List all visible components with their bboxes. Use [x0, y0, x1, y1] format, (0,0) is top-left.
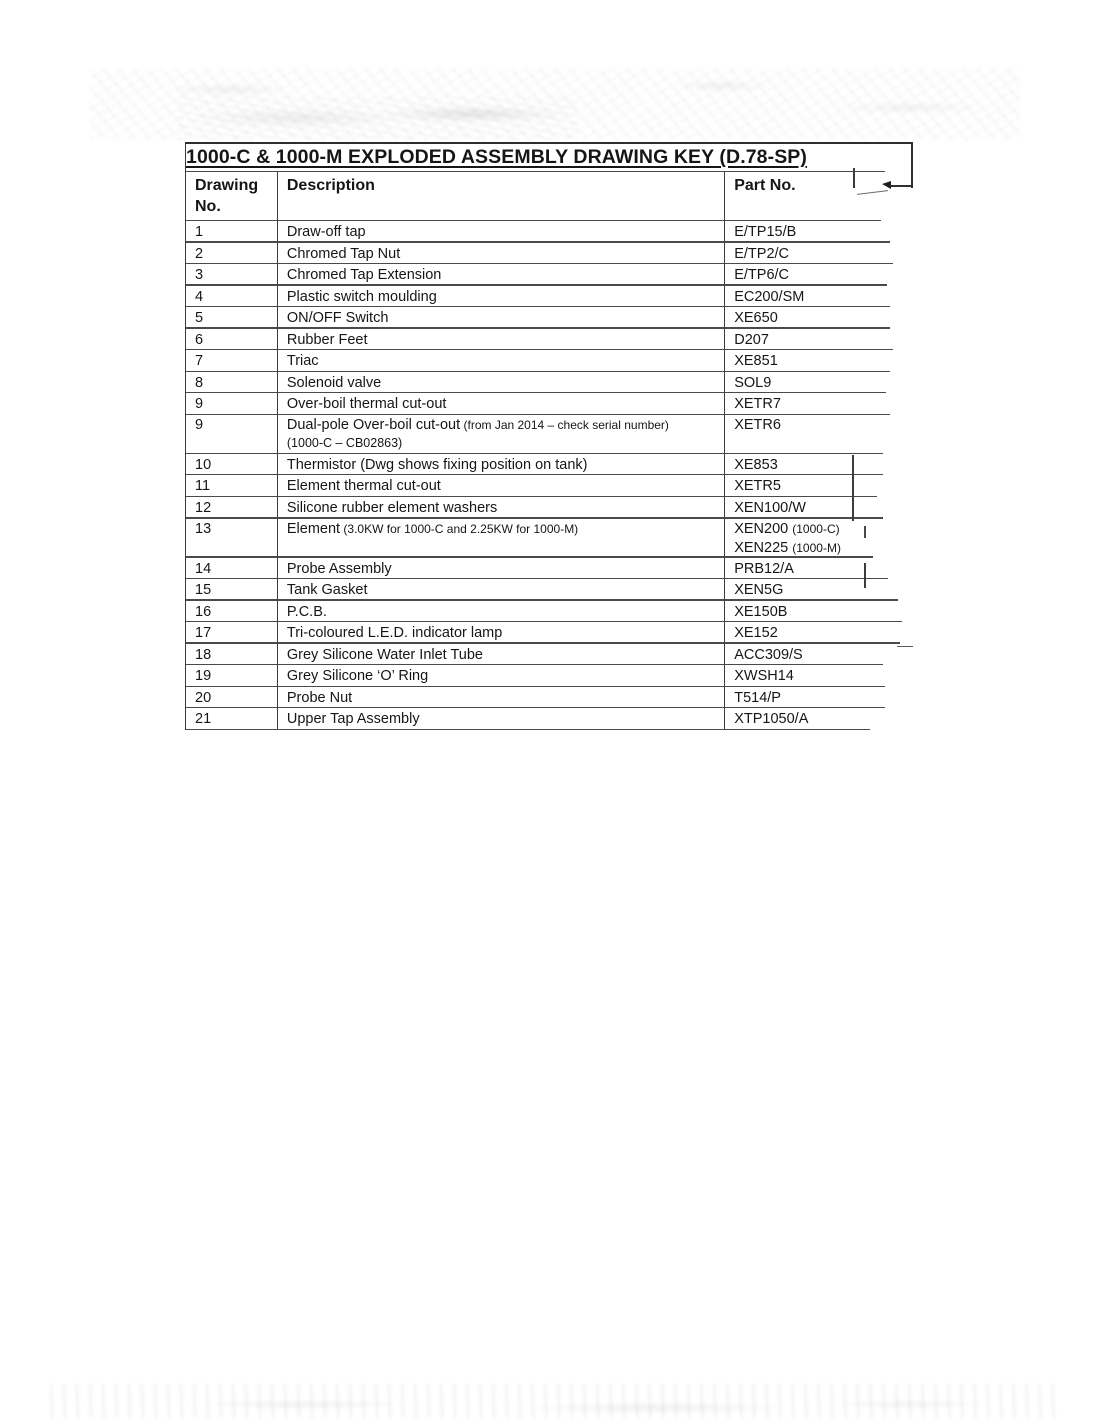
drawing-no-cell: 13 — [186, 519, 278, 558]
scan-noise-bottom — [50, 1384, 1060, 1418]
scan-noise-patch — [178, 96, 578, 140]
part-no-cell — [725, 644, 888, 666]
description-text: Element — [286, 520, 341, 537]
table-row — [186, 665, 888, 687]
description-cell — [278, 415, 725, 454]
drawing-no-cell: 9 — [186, 393, 278, 415]
table-row — [186, 579, 888, 601]
drawing-no-cell: 15 — [186, 579, 278, 601]
description-note: (3.0KW for 1000-C and 2.25KW for 1000-M) — [340, 521, 579, 536]
description-text: Triac — [286, 353, 319, 370]
part-no-cell — [725, 329, 888, 351]
description-text: Dual-pole Over-boil cut-out — [286, 416, 461, 433]
table-row — [186, 350, 888, 372]
part-no-text: XWSH14 — [734, 668, 794, 685]
table-row — [186, 558, 888, 580]
part-no-text: ACC309/S — [734, 646, 803, 663]
drawing-no-cell: 21 — [186, 708, 278, 730]
part-no-text: XEN100/W — [734, 500, 806, 517]
table-row — [186, 497, 888, 519]
description-cell — [278, 329, 725, 351]
drawing-no-cell: 7 — [186, 350, 278, 372]
description-text: Probe Nut — [286, 689, 353, 706]
part-no-cell — [725, 393, 888, 415]
drawing-no-cell: 4 — [186, 286, 278, 308]
drawing-no-cell: 11 — [186, 475, 278, 497]
parts-table — [185, 142, 888, 730]
description-cell — [278, 350, 725, 372]
table-row — [186, 644, 888, 666]
part-no-cell — [725, 579, 888, 601]
table-row — [186, 708, 888, 730]
table-row — [186, 454, 888, 476]
scan-noise-top — [90, 68, 1020, 140]
part-no-cell — [725, 286, 888, 308]
description-cell — [278, 558, 725, 580]
drawing-no-cell: 10 — [186, 454, 278, 476]
drawing-no-cell: 5 — [186, 307, 278, 329]
table-rows — [186, 221, 888, 730]
table-row — [186, 307, 888, 329]
header-description: Description — [278, 172, 725, 221]
part-no-text: XTP1050/A — [734, 711, 809, 728]
table-row — [186, 221, 888, 243]
part-no-cell — [725, 350, 888, 372]
part-no-text: D207 — [734, 331, 769, 348]
drawing-no-cell: 17 — [186, 622, 278, 644]
part-no-text: XEN5G — [734, 582, 784, 599]
description-cell — [278, 264, 725, 286]
part-no-cell — [725, 264, 888, 286]
table-row — [186, 622, 888, 644]
description-note: (from Jan 2014 – check serial number) — [460, 417, 669, 432]
description-cell — [278, 665, 725, 687]
part-no-text-2: XEN225 — [734, 540, 789, 557]
scan-artifact-dash-row-17 — [897, 646, 913, 647]
part-no-cell — [725, 558, 888, 580]
drawing-no-cell: 1 — [186, 221, 278, 243]
description-cell — [278, 372, 725, 394]
description-cell — [278, 497, 725, 519]
table-row — [186, 475, 888, 497]
drawing-no-cell: 2 — [186, 243, 278, 265]
drawing-no-cell: 18 — [186, 644, 278, 666]
part-no-cell — [725, 415, 888, 454]
part-no-cell — [725, 622, 888, 644]
scan-artifact-hook-line — [889, 185, 912, 187]
description-text: Tri-coloured L.E.D. indicator lamp — [286, 625, 503, 642]
description-text: Grey Silicone ‘O’ Ring — [286, 668, 429, 685]
part-no-text: E/TP6/C — [734, 267, 790, 284]
table-row — [186, 601, 888, 623]
description-text: Grey Silicone Water Inlet Tube — [286, 646, 483, 663]
description-cell — [278, 393, 725, 415]
description-cell — [278, 601, 725, 623]
description-text: Draw-off tap — [286, 224, 366, 240]
header-drawing-no: Drawing No. — [186, 172, 278, 221]
table-row — [186, 329, 888, 351]
part-no-text: EC200/SM — [734, 288, 805, 305]
header-part-no: Part No. — [734, 177, 796, 194]
description-text: Element thermal cut-out — [286, 478, 441, 495]
scan-artifact-vertical-line — [911, 142, 913, 188]
part-no-cell — [725, 708, 888, 730]
description-text: Rubber Feet — [286, 331, 368, 348]
drawing-no-cell: 3 — [186, 264, 278, 286]
part-no-cell — [725, 687, 888, 709]
description-cell — [278, 454, 725, 476]
part-no-text: T514/P — [734, 689, 781, 706]
description-text: ON/OFF Switch — [286, 310, 389, 327]
part-no-text: XE650 — [734, 310, 778, 327]
description-text: Chromed Tap Extension — [286, 267, 442, 284]
description-text: Thermistor (Dwg shows fixing position on tank) — [286, 456, 588, 473]
table-row — [186, 264, 888, 286]
part-no-note-2: (1000-M) — [792, 541, 841, 556]
part-no-cell — [725, 454, 888, 476]
description-text: Solenoid valve — [286, 374, 382, 391]
drawing-no-cell: 8 — [186, 372, 278, 394]
table-row — [186, 519, 888, 558]
table-row — [186, 415, 888, 454]
description-text: Upper Tap Assembly — [286, 711, 420, 728]
table-row — [186, 372, 888, 394]
table-header-row — [186, 172, 888, 221]
description-cell — [278, 286, 725, 308]
part-no-cell — [725, 519, 888, 558]
table-row — [186, 687, 888, 709]
part-no-cell — [725, 221, 888, 243]
part-no-text: XETR7 — [734, 396, 781, 413]
drawing-no-cell: 19 — [186, 665, 278, 687]
part-no-text: XE853 — [734, 456, 778, 473]
description-text: Plastic switch moulding — [286, 288, 437, 305]
part-no-cell — [725, 475, 888, 497]
part-no-cell — [725, 372, 888, 394]
description-cell — [278, 687, 725, 709]
part-no-text: XETR5 — [734, 478, 781, 495]
description-cell — [278, 475, 725, 497]
part-no-cell — [725, 601, 888, 623]
part-no-text: SOL9 — [734, 374, 772, 391]
part-no-text: XE150B — [734, 603, 788, 620]
description-cell — [278, 622, 725, 644]
part-no-text: XEN200 — [734, 520, 789, 537]
part-no-text: XE851 — [734, 353, 778, 370]
part-no-text: E/TP15/B — [734, 224, 797, 240]
description-cell — [278, 221, 725, 243]
drawing-no-cell: 14 — [186, 558, 278, 580]
part-no-text: E/TP2/C — [734, 245, 790, 262]
description-text: Probe Assembly — [286, 560, 392, 577]
description-text: Over-boil thermal cut-out — [286, 396, 447, 413]
description-note-line2: (1000-C – CB02863) — [286, 436, 403, 451]
drawing-no-cell: 16 — [186, 601, 278, 623]
description-cell — [278, 579, 725, 601]
table-row — [186, 286, 888, 308]
description-cell — [278, 644, 725, 666]
drawing-no-cell: 12 — [186, 497, 278, 519]
row-bottom-border — [186, 729, 870, 730]
table-row — [186, 393, 888, 415]
drawing-no-cell: 9 — [186, 415, 278, 454]
table-title: 1000-C & 1000-M EXPLODED ASSEMBLY DRAWING KEY (D.78-SP) — [186, 146, 807, 168]
part-no-text: XE152 — [734, 625, 778, 642]
part-no-cell — [725, 307, 888, 329]
part-no-text: PRB12/A — [734, 560, 794, 577]
description-text: Chromed Tap Nut — [286, 245, 401, 262]
drawing-no-cell: 6 — [186, 329, 278, 351]
description-cell — [278, 708, 725, 730]
description-cell — [278, 519, 725, 558]
part-no-cell — [725, 665, 888, 687]
drawing-no-cell: 20 — [186, 687, 278, 709]
table-row — [186, 243, 888, 265]
part-no-cell — [725, 497, 888, 519]
description-cell — [278, 243, 725, 265]
table-title-row — [186, 142, 888, 172]
part-no-note: (1000-C) — [792, 521, 840, 536]
part-no-cell — [725, 243, 888, 265]
description-text: Tank Gasket — [286, 582, 368, 599]
description-text: P.C.B. — [286, 603, 327, 620]
description-cell — [278, 307, 725, 329]
description-text: Silicone rubber element washers — [286, 500, 498, 517]
part-no-text: XETR6 — [734, 416, 781, 433]
